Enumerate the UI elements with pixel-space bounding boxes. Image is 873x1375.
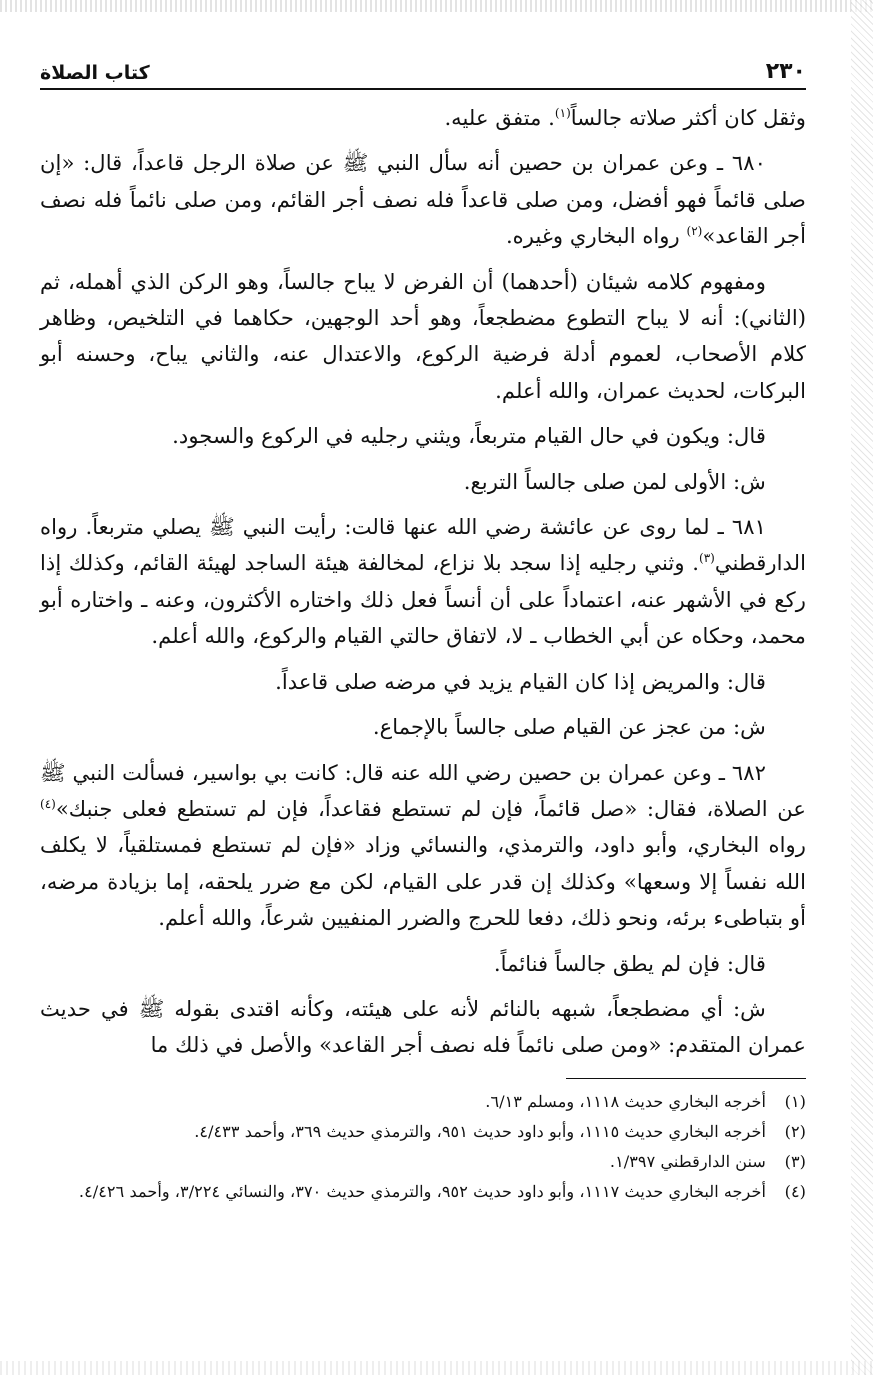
footnote-text: أخرجه البخاري حديث ١١١٨، ومسلم ٦/١٣. (485, 1091, 766, 1111)
bottom-decorative-border (0, 1361, 873, 1375)
footnote (40, 1177, 806, 1207)
main-text (40, 100, 806, 1064)
paragraph: قال: والمريض إذا كان القيام يزيد في مرضه صلى قاعداً. (275, 668, 766, 694)
footnote-number: (١) (784, 1091, 806, 1111)
page-number: ٢٣٠ (765, 59, 806, 84)
footnote-number: (٢) (784, 1121, 806, 1141)
footnote-text: سنن الدارقطني ١/٣٩٧. (609, 1151, 766, 1171)
book-title: كتاب الصلاة (40, 62, 150, 84)
paragraph: ٦٨١ ـ لما روى عن عائشة رضي الله عنها قالت: رأيت النبي ﷺ يصلي متربعاً. رواه الدارقطني$^{(٣)}$. وثني رجليه إذا سجد بلا نزاع، لمخالفة هيئة الساجد لهيئة القائم، وكذلك إذا ركع في الأشهر عنه، اعتماداً على أن أنساً فعل ذلك واختاره الأكثرون، وعنه ـ واختاره أبو محمد، وحكاه عن أبي الخطاب ـ لا، لاتفاق حالتي القيام والركوع، والله أعلم. (40, 514, 806, 649)
footnote (40, 1087, 806, 1117)
paragraph: ٦٨٠ ـ وعن عمران بن حصين أنه سأل النبي ﷺ عن صلاة الرجل قاعداً، قال: «إن صلى قائماً فهو أفضل، ومن صلى قاعداً فله نصف أجر القائم، ومن صلى نائماً فله نصف أجر القاعد»$^{(٢)}$ رواه البخاري وغيره. (40, 150, 806, 249)
footnote-number: (٤) (784, 1181, 806, 1201)
top-decorative-border (0, 0, 873, 12)
paragraph: قال: ويكون في حال القيام متربعاً، ويثني رجليه في الركوع والسجود. (172, 423, 766, 449)
footnotes (40, 1087, 806, 1207)
paragraph: ش: من عجز عن القيام صلى جالساً بالإجماع. (372, 714, 766, 740)
footnote-text: أخرجه البخاري حديث ١١١٥، وأبو داود حديث ٩٥١، والترمذي حديث ٣٦٩، وأحمد ٤/٤٣٣. (194, 1121, 766, 1141)
footnote (40, 1147, 806, 1177)
paragraph: وثقل كان أكثر صلاته جالساً$^{(١)}$. متفق عليه. (444, 105, 806, 130)
book-page (40, 44, 806, 1354)
footnote-divider (566, 1078, 806, 1079)
paragraph: ش: أي مضطجعاً، شبهه بالنائم لأنه على هيئته، وكأنه اقتدى بقوله ﷺ في حديث عمران المتقدم: «ومن صلى نائماً فله نصف أجر القاعد» والأصل في ذلك ما (40, 995, 806, 1058)
right-decorative-border (851, 0, 873, 1375)
footnote (40, 1117, 806, 1147)
paragraph: ومفهوم كلامه شيئان (أحدهما) أن الفرض لا يباح جالساً، وهو الركن الذي أهمله، ثم (الثاني): أنه لا يباح التطوع مضطجعاً، وهو أحد الوجهين، حكاهما في التلخيص، وظاهر كلام الأصحاب، لعموم أدلة فرضية الركوع، والاعتدال عنه، والثاني يباح، وحسنه أبو البركات، لحديث عمران، والله أعلم. (40, 268, 806, 403)
footnote-text: أخرجه البخاري حديث ١١١٧، وأبو داود حديث ٩٥٢، والترمذي حديث ٣٧٠، والنسائي ٣/٢٢٤، وأحمد ٤/٤٢٦. (78, 1181, 766, 1201)
paragraph: ٦٨٢ ـ وعن عمران بن حصين رضي الله عنه قال: كانت بي بواسير، فسألت النبي ﷺ عن الصلاة، فقال: «صل قائماً، فإن لم تستطع فقاعداً، فإن لم تستطع فعلى جنبك»$^{(٤)}$ رواه البخاري، وأبو داود، والترمذي، والنسائي وزاد «فإن لم تستطع فمستلقياً، لا يكلف الله نفساً إلا وسعها» وكذلك إن قدر على القيام، لكن مع ضرر يلحقه، إما بزيادة مرضه، أو بتباطىء برئه، ونحو ذلك، دفعا للحرج والضرر المنفيين شرعاً، والله أعلم. (40, 759, 806, 931)
paragraph: قال: فإن لم يطق جالساً فنائماً. (493, 950, 766, 976)
running-header (40, 44, 806, 90)
footnote-number: (٣) (784, 1151, 806, 1171)
paragraph: ش: الأولى لمن صلى جالساً التربع. (463, 468, 766, 494)
